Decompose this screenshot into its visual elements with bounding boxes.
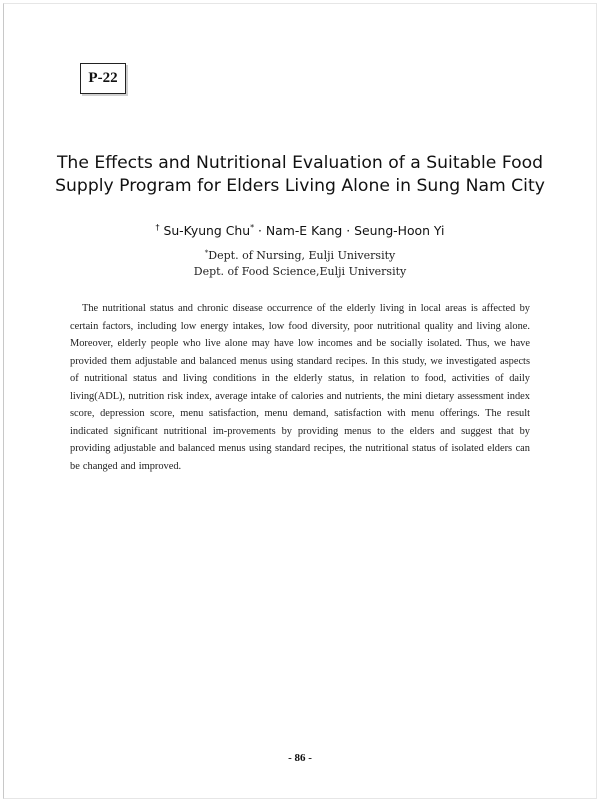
title-line-1: The Effects and Nutritional Evaluation of a Suitable Food [56,153,544,173]
affiliation-2: Dept. of Food Science,Eulji University [193,265,407,278]
title-line-2: Supply Program for Elders Living Alone in Sung Nam City [55,176,545,196]
abstract-paragraph: The nutritional status and chronic disease occurrence of the elderly living in local areas is affected by certain factors, including low energy intakes, low food diversity, poor nutritional quality and living alone. Moreover, elderly people who live alone may have low incomes and be socially isolated. Thus, we have provided them adjustable and balanced menus using standard recipes. In this study, we investigated aspects of nutritional status and living conditions in the elderly status, in relation to food, activities of daily living(ADL), nutrition risk index, average intake of calories and nutrients, the mini dietary assessment index score, depression score, menu satisfaction, menu demand, satisfaction with menu offerings. The result indicated significant nutritional im-provements by providing menus to the elders and suggest that by providing adjustable and balanced menus using standard recipes, the nutritional status of isolated elders can be changed and improved. [70,303,530,472]
poster-code-box: P-22 [80,63,126,94]
author-separator: · [254,223,266,238]
affiliation-1 [40,248,560,264]
author-name-1: Su-Kyung Chu [163,223,251,238]
corresponding-author-mark: † [155,223,160,232]
page-number: - 86 - [288,752,312,764]
author-affiliation-mark: * [250,223,255,232]
paper-title [40,152,560,198]
author-name-2: Nam-E Kang [265,223,343,238]
author-name-3: Seung-Hoon Yi [354,223,445,238]
affiliation-mark: * [204,249,209,257]
author-separator: · [342,223,355,238]
affiliation-1-text: Dept. of Nursing, Eulji University [208,249,396,262]
author-list [40,222,560,240]
